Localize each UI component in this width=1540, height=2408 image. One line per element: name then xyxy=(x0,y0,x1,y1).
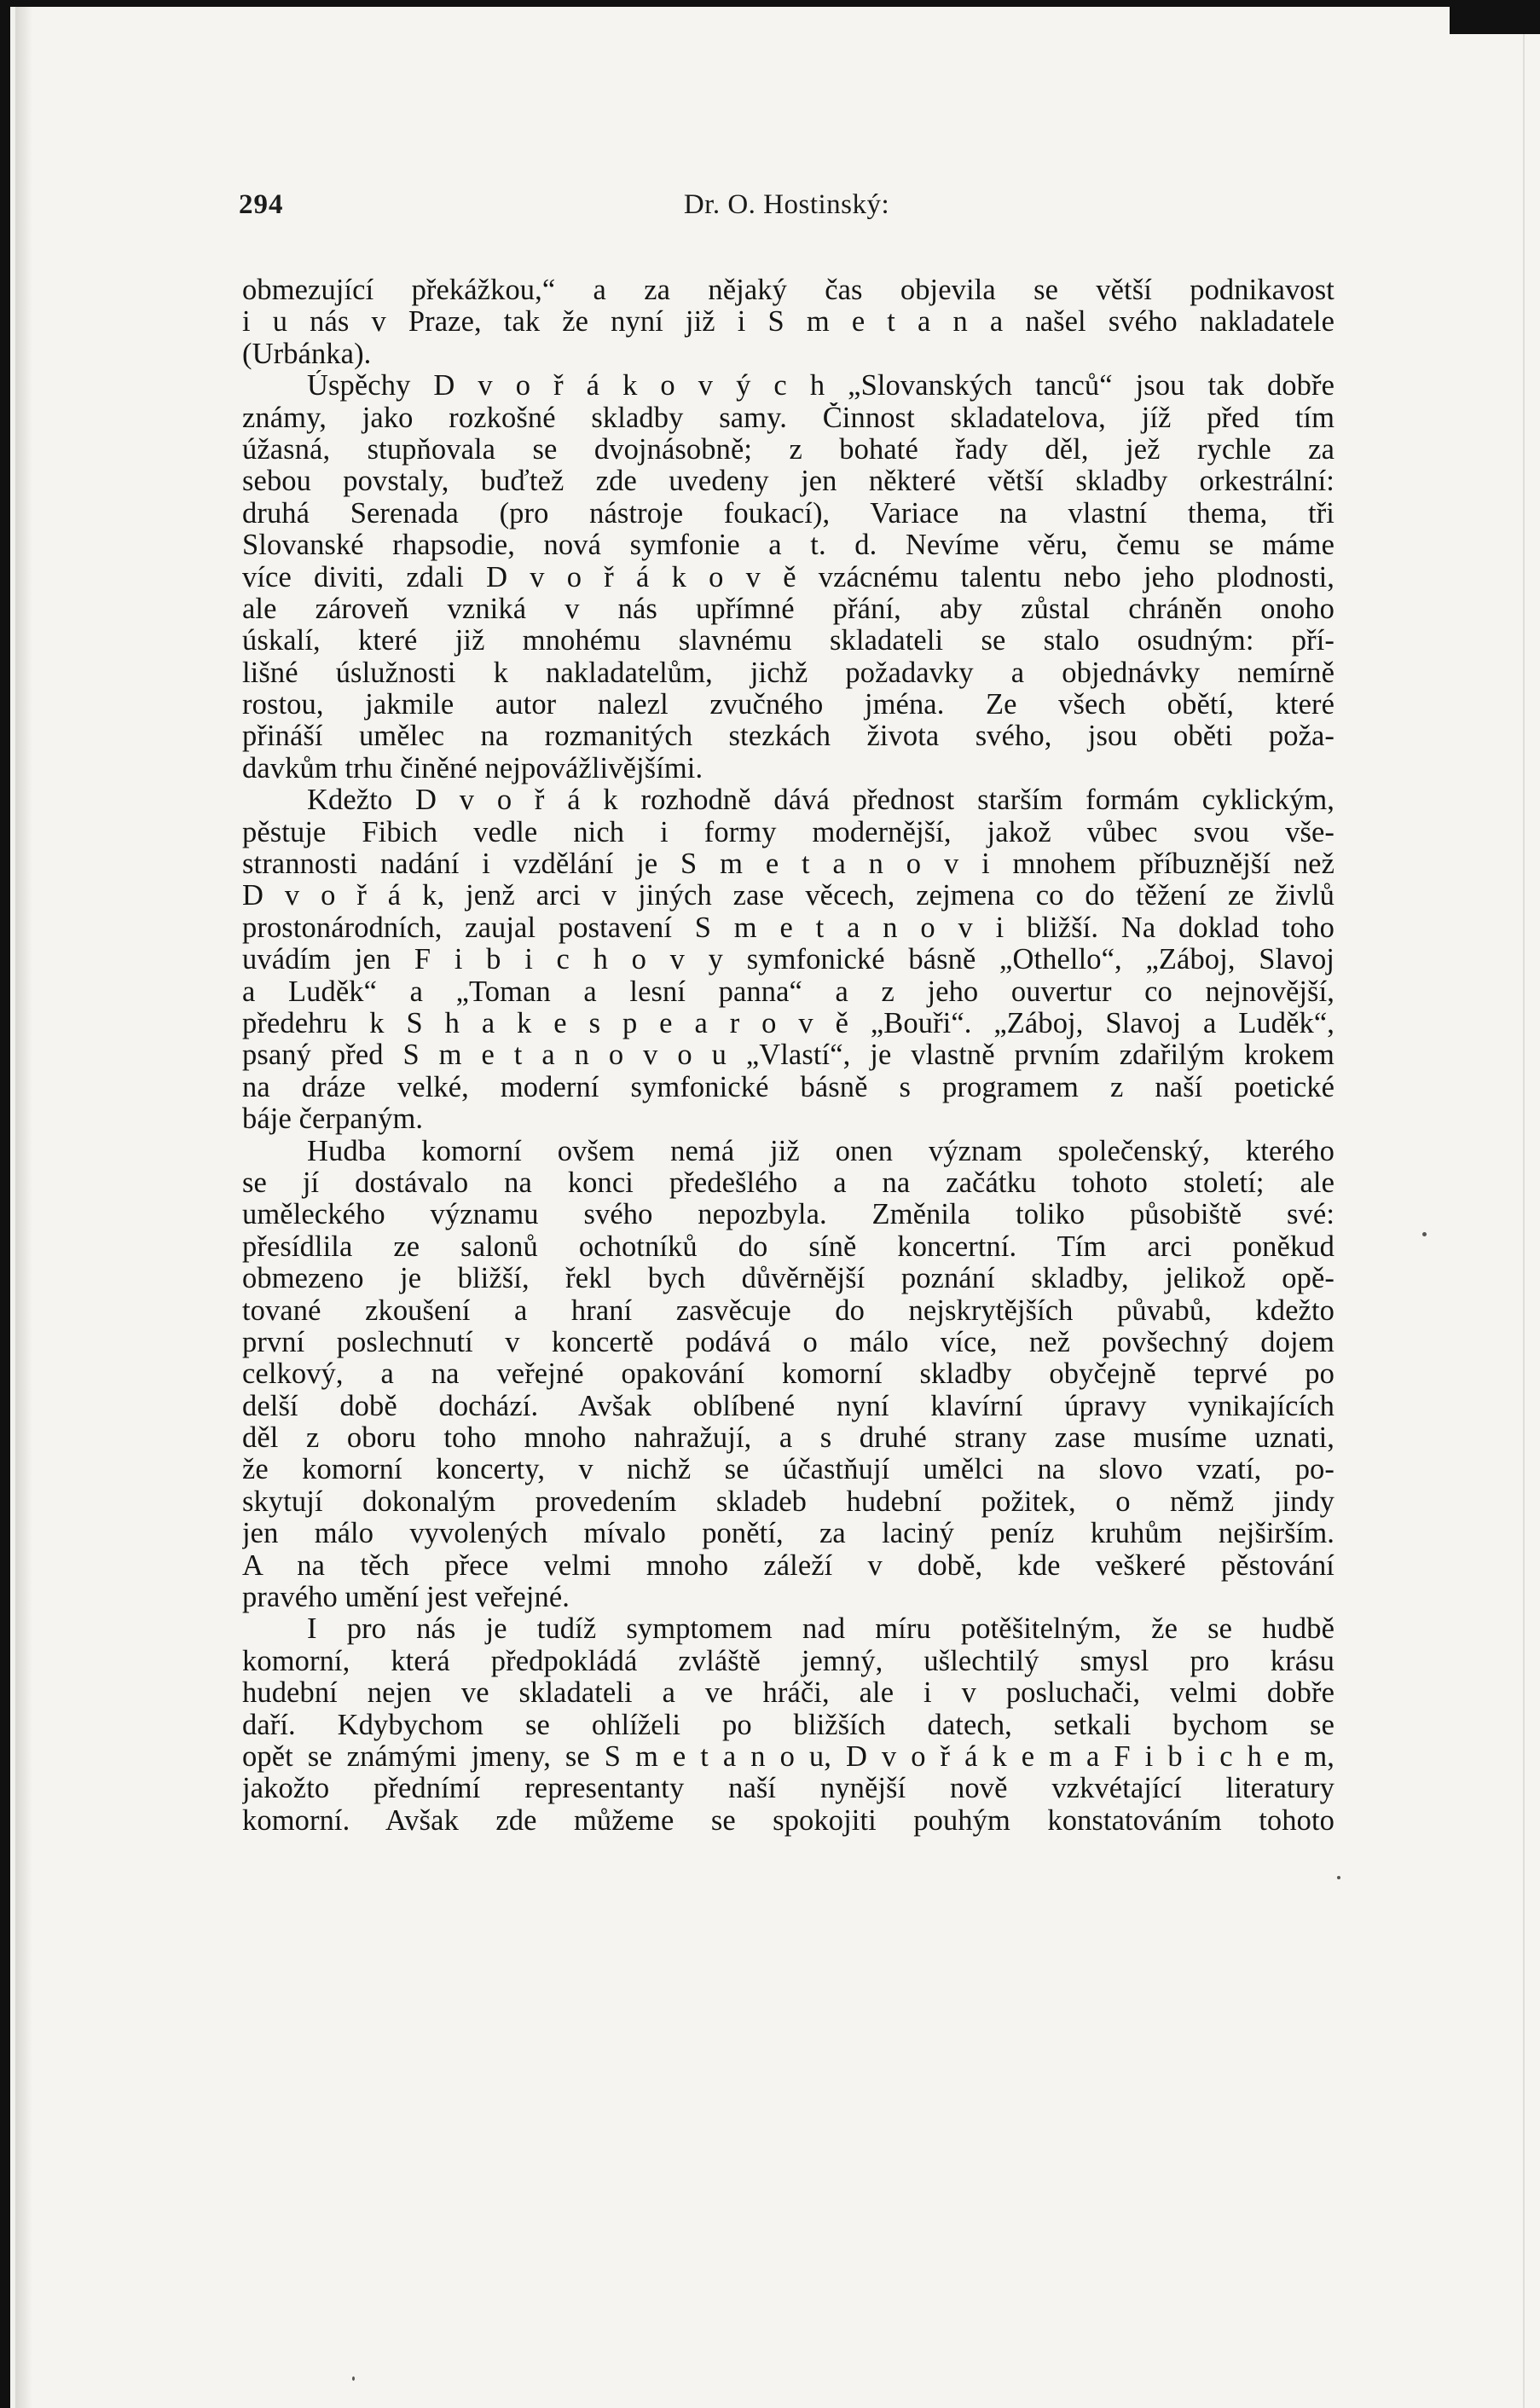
text-line: Slovanské rhapsodie, nová symfonie a t. d. Nevíme věru, čemu se máme xyxy=(242,530,1334,562)
text-line: přináší umělec na rozmanitých stezkách života svého, jsou oběti poža- xyxy=(242,721,1334,753)
text-line: úskalí, které již mnohému slavnému skladateli se stalo osudným: pří- xyxy=(242,625,1334,657)
text-line: komorní. Avšak zde můžeme se spokojiti pouhým konstatováním tohoto xyxy=(242,1804,1334,1837)
text-line: jen málo vyvolených mívalo ponětí, za laciný peníz kruhům nejširším. xyxy=(242,1518,1334,1550)
text-line: Hudba komorní ovšem nemá již onen význam společenský, kterého xyxy=(307,1135,1334,1167)
text-line: více diviti, zdali D v o ř á k o v ě vzácnému talentu nebo jeho plodnosti, xyxy=(242,561,1334,593)
paper-speck xyxy=(352,2376,355,2381)
binding-shadow xyxy=(15,7,32,2408)
left-scan-border xyxy=(0,0,10,2408)
text-line: psaný před S m e t a n o v o u „Vlastí“, je vlastně prvním zdařilým krokem xyxy=(242,1039,1334,1072)
text-line: pravého umění jest veřejné. xyxy=(242,1582,570,1614)
text-line: uměleckého významu svého nepozbyla. Změnila toliko působiště své: xyxy=(242,1199,1334,1231)
text-line: skytují dokonalým provedením skladeb hudební požitek, o němž jindy xyxy=(242,1485,1334,1518)
text-line: sebou povstaly, buďtež zde uvedeny jen některé větší skladby orkestrální: xyxy=(242,466,1334,498)
text-line: děl z oboru toho mnoho nahražují, a s druhé strany zase musíme uznati, xyxy=(242,1422,1334,1455)
text-line: strannosti nadání i vzdělání je S m e t a n o v i mnohem příbuznější než xyxy=(242,848,1334,881)
text-line: ale zároveň vzniká v nás upřímné přání, aby zůstal chráněn onoho xyxy=(242,593,1334,625)
paper-speck xyxy=(1337,1876,1340,1879)
page-number: 294 xyxy=(239,189,284,220)
text-line: známy, jako rozkošné skladby samy. Činnost skladatelova, jíž před tím xyxy=(242,402,1334,434)
text-line: a Luděk“ a „Toman a lesní panna“ a z jeho ouvertur co nejnovější, xyxy=(242,975,1334,1008)
text-line: prostonárodních, zaujal postavení S m e t a n o v i bližší. Na doklad toho xyxy=(242,912,1334,944)
text-line: Úspěchy D v o ř á k o v ý c h „Slovanských tanců“ jsou tak dobře xyxy=(307,370,1334,402)
text-line: přesídlila ze salonů ochotníků do síně koncertní. Tím arci poněkud xyxy=(242,1230,1334,1263)
text-line: daří. Kdybychom se ohlíželi po bližších datech, setkali bychom se xyxy=(242,1709,1334,1741)
text-line: Kdežto D v o ř á k rozhodně dává přednost starším formám cyklickým, xyxy=(307,784,1334,817)
text-line: celkový, a na veřejné opakování komorní skladby obyčejně teprvé po xyxy=(242,1358,1334,1391)
text-line: i u nás v Praze, tak že nyní již i S m e t a n a našel svého nakladatele xyxy=(242,306,1334,339)
text-line: báje čerpaným. xyxy=(242,1103,424,1136)
text-line: jakožto přednímí representanty naší nynější nově vzkvétající literatury xyxy=(242,1773,1334,1805)
left-page-edge xyxy=(10,0,15,2408)
text-line: pěstuje Fibich vedle nich i formy modernější, jakož vůbec svou vše- xyxy=(242,816,1334,848)
text-line: hudební nejen ve skladateli a ve hráči, ale i v posluchači, velmi dobře xyxy=(242,1677,1334,1710)
text-line: druhá Serenada (pro nástroje foukací), Variace na vlastní thema, tři xyxy=(242,497,1334,530)
text-line: lišné úslužnosti k nakladatelům, jichž požadavky a objednávky nemírně xyxy=(242,657,1334,689)
text-line: (Urbánka). xyxy=(242,338,372,370)
text-line: opět se známými jmeny, se S m e t a n o u, D v o ř á k e m a F i b i c h e m, xyxy=(242,1740,1334,1773)
top-right-scan-mark xyxy=(1450,0,1540,34)
text-line: že komorní koncerty, v nichž se účastňují umělci na slovo vzatí, po- xyxy=(242,1454,1334,1486)
top-scan-border xyxy=(0,0,1540,7)
text-line: tované zkoušení a hraní zasvěcuje do nejskrytějších půvabů, kdežto xyxy=(242,1294,1334,1327)
text-line: A na těch přece velmi mnoho záleží v době, kde veškeré pěstování xyxy=(242,1549,1334,1582)
text-line: davkům trhu činěné nejpovážlivějšími. xyxy=(242,752,703,784)
text-line: na dráze velké, moderní symfonické básně s programem z naší poetické xyxy=(242,1071,1334,1103)
paper-speck xyxy=(1422,1232,1427,1236)
text-line: delší době dochází. Avšak oblíbené nyní klavírní úpravy vynikajících xyxy=(242,1390,1334,1422)
text-line: úžasná, stupňovala se dvojnásobně; z bohaté řady děl, jež rychle za xyxy=(242,433,1334,466)
text-line: rostou, jakmile autor nalezl zvučného jména. Ze všech obětí, které xyxy=(242,689,1334,721)
text-line: obmezeno je bližší, řekl bych důvěrnější poznání skladby, jelikož opě- xyxy=(242,1263,1334,1295)
text-line: předehru k S h a k e s p e a r o v ě „Bouři“. „Záboj, Slavoj a Luděk“, xyxy=(242,1007,1334,1039)
running-head: Dr. O. Hostinský: xyxy=(683,189,890,220)
text-line: první poslechnutí v koncertě podává o málo více, než povšechný dojem xyxy=(242,1326,1334,1358)
text-line: se jí dostávalo na konci předešlého a na začátku tohoto století; ale xyxy=(242,1166,1334,1199)
text-line: D v o ř á k, jenž arci v jiných zase věcech, zejmena co do těžení ze živlů xyxy=(242,880,1334,912)
text-line: I pro nás je tudíž symptomem nad míru potěšitelným, že se hudbě xyxy=(307,1613,1334,1646)
text-line: komorní, která předpokládá zvláště jemný, ušlechtilý smysl pro krásu xyxy=(242,1645,1334,1677)
text-line: obmezující překážkou,“ a za nějaký čas objevila se větší podnikavost xyxy=(242,275,1334,306)
text-line: uvádím jen F i b i c h o v y symfonické básně „Othello“, „Záboj, Slavoj xyxy=(242,944,1334,976)
page-header xyxy=(239,189,1334,232)
right-page-edge xyxy=(1523,7,1540,2408)
body-text xyxy=(242,275,1334,1837)
